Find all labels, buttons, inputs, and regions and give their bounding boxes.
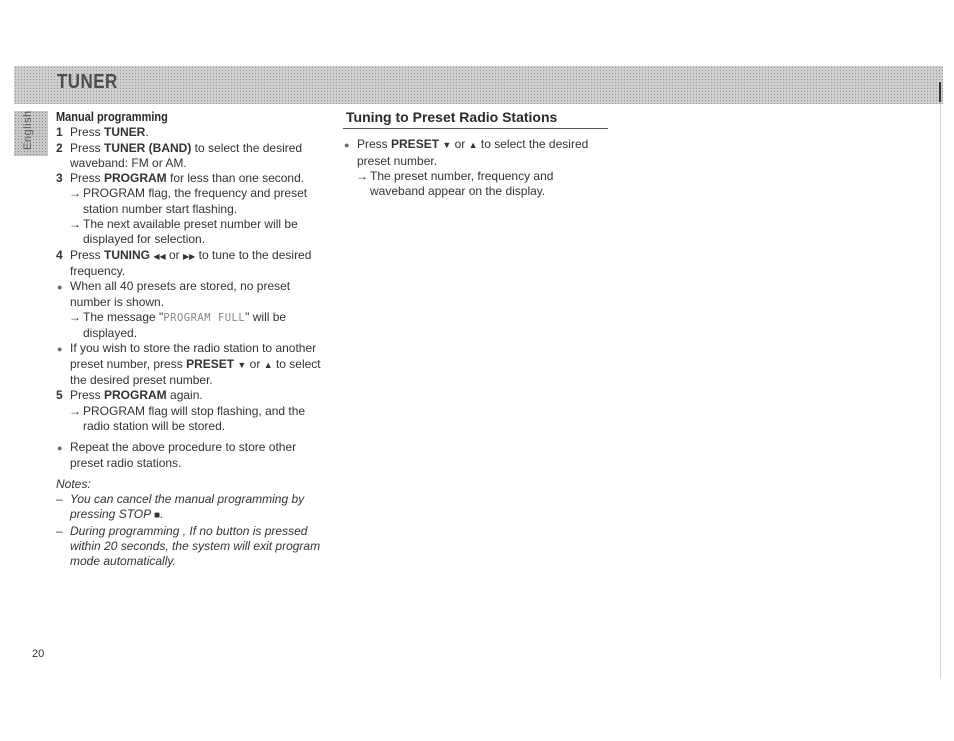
bullet-presets-full: ● When all 40 presets are stored, no preset number is shown.	[57, 279, 291, 309]
preset-tuning-title: Tuning to Preset Radio Stations	[343, 110, 608, 129]
step-3-result-2: → The next available preset number will be displayed for selection.	[69, 217, 298, 247]
note-timeout: – During programming , If no button is pressed within 20 seconds, the system will exit program mode automatically.	[56, 523, 321, 569]
section-title: TUNER	[57, 71, 118, 93]
page-number: 20	[32, 648, 45, 660]
dash-icon: –	[56, 523, 63, 538]
down-triangle-icon: ▼	[237, 359, 247, 370]
up-triangle-icon: ▲	[468, 140, 478, 151]
step-number: 1	[56, 125, 63, 140]
arrow-icon: →	[69, 309, 81, 324]
step-3-result-1: → PROGRAM flag, the frequency and preset station number start flashing.	[69, 186, 308, 216]
arrow-icon: →	[356, 168, 368, 183]
bullet-repeat: ● Repeat the above procedure to store other preset radio stations.	[57, 440, 297, 470]
up-triangle-icon: ▲	[263, 359, 273, 370]
preset-result: → The preset number, frequency and waveband appear on the display.	[356, 168, 554, 199]
arrow-icon: →	[69, 217, 81, 232]
tuning-down-icon: ◀◀	[153, 251, 166, 261]
step-number: 2	[56, 140, 63, 155]
step-number: 3	[56, 171, 63, 186]
manual-programming-heading: Manual programming	[56, 110, 168, 124]
tuning-up-icon: ▶▶	[183, 251, 196, 261]
arrow-icon: →	[69, 403, 81, 418]
step-4: 4 Press TUNING ◀◀ or ▶▶ to tune to the desired frequency.	[56, 247, 312, 278]
down-triangle-icon: ▼	[442, 140, 452, 151]
page-edge-rule	[940, 104, 941, 679]
dash-icon: –	[56, 492, 63, 507]
lcd-text: PROGRAM FULL	[163, 311, 246, 324]
banner-rule	[939, 82, 941, 102]
language-tab-label: English	[22, 110, 34, 150]
notes-label: Notes:	[56, 476, 91, 491]
step-number: 4	[56, 247, 63, 262]
bullet-another-preset: ● If you wish to store the radio station to another preset number, press PRESET ▼ or ▲ to select the desired preset number.	[57, 341, 321, 388]
bullet-icon: ●	[57, 282, 63, 293]
bullet-icon: ●	[344, 140, 350, 151]
step-number: 5	[56, 388, 63, 403]
bullet-icon: ●	[57, 443, 63, 454]
step-1: 1 Press TUNER.	[56, 125, 149, 140]
program-full-message: → The message "PROGRAM FULL" will be displayed.	[69, 309, 287, 341]
section-banner	[14, 66, 943, 104]
step-3: 3 Press PROGRAM for less than one second.	[56, 171, 305, 186]
step-2: 2 Press TUNER (BAND) to select the desired waveband: FM or AM.	[56, 140, 303, 170]
preset-tuning-column	[343, 110, 609, 199]
note-cancel: – You can cancel the manual programming by pressing STOP ■.	[56, 492, 305, 522]
step-5: 5 Press PROGRAM again.	[56, 388, 203, 403]
bullet-icon: ●	[57, 344, 63, 355]
manual-programming-column	[56, 110, 326, 570]
stop-icon: ■	[154, 510, 161, 522]
arrow-icon: →	[69, 186, 81, 201]
preset-bullet: ● Press PRESET ▼ or ▲ to select the desired preset number.	[344, 137, 589, 168]
step-5-result: → PROGRAM flag will stop flashing, and the radio station will be stored.	[69, 403, 306, 433]
